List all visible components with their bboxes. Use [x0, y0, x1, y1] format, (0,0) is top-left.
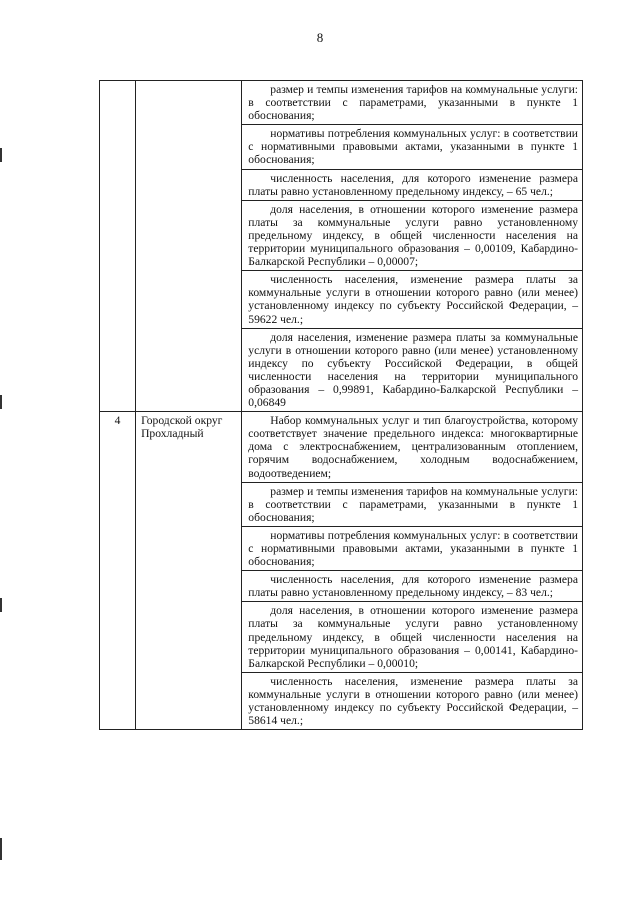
- description-paragraph: доля населения, в отношении которого изменение размера платы за коммунальные услуги равно установленному предельному индексу, в общей численности населения на территории муниципального образования – 0,00109, Кабардино-Балкарской Республики – 0,00007;: [242, 200, 582, 270]
- description-paragraph: численность населения, для которого изменение размера платы равно установленному предельному индексу, – 83 чел.;: [242, 570, 582, 601]
- municipality-name-cell: [136, 81, 242, 412]
- binder-mark: [0, 148, 2, 162]
- table-row: [100, 412, 583, 730]
- description-paragraph: численность населения, для которого изменение размера платы равно установленному предельному индексу, – 65 чел.;: [242, 169, 582, 200]
- binder-mark: [0, 598, 2, 612]
- tariff-table: [99, 80, 583, 730]
- description-paragraph: численность населения, изменение размера платы за коммунальные услуги в отношении которого равно (или менее) установленному индексу по субъекту Российской Федерации, – 58614 чел.;: [242, 672, 582, 729]
- row-number-cell: 4: [100, 412, 136, 730]
- description-cell: [242, 81, 583, 412]
- binder-mark: [0, 838, 2, 860]
- municipality-name-cell: Городской округ Прохладный: [136, 412, 242, 730]
- description-paragraph: доля населения, изменение размера платы за коммунальные услуги в отношении которого равно (или менее) установленному индексу по субъекту Российской Федерации, в общей численности населения на территории муниципального образования – 0,99891, Кабардино-Балкарской Республики – 0,06849: [242, 328, 582, 412]
- description-paragraph: размер и темпы изменения тарифов на коммунальные услуги: в соответствии с параметрами, указанными в пункте 1 обоснования;: [242, 482, 582, 526]
- description-paragraph: численность населения, изменение размера платы за коммунальные услуги в отношении которого равно (или менее) установленному индексу по субъекту Российской Федерации, – 59622 чел.;: [242, 270, 582, 327]
- description-cell: [242, 412, 583, 730]
- description-paragraph: нормативы потребления коммунальных услуг: в соответствии с нормативными правовыми актами, указанными в пункте 1 обоснования;: [242, 526, 582, 570]
- binder-mark: [0, 395, 2, 409]
- row-number-cell: [100, 81, 136, 412]
- table-row: [100, 81, 583, 412]
- description-paragraph: размер и темпы изменения тарифов на коммунальные услуги: в соответствии с параметрами, указанными в пункте 1 обоснования;: [248, 83, 578, 123]
- page-number: 8: [316, 30, 324, 45]
- description-paragraph: Набор коммунальных услуг и тип благоустройства, которому соответствует значение предельного индекса: многоквартирные дома с электроснабжением, централизованным отоплением, горячим водоснабжением, холодным водоснабжением, водоотведением;: [248, 414, 578, 480]
- description-paragraph: нормативы потребления коммунальных услуг: в соответствии с нормативными правовыми актами, указанными в пункте 1 обоснования;: [242, 124, 582, 168]
- description-paragraph: доля населения, в отношении которого изменение размера платы за коммунальные услуги равно установленному предельному индексу, в общей численности населения на территории муниципального образования – 0,00141, Кабардино-Балкарской Республики – 0,00010;: [242, 601, 582, 671]
